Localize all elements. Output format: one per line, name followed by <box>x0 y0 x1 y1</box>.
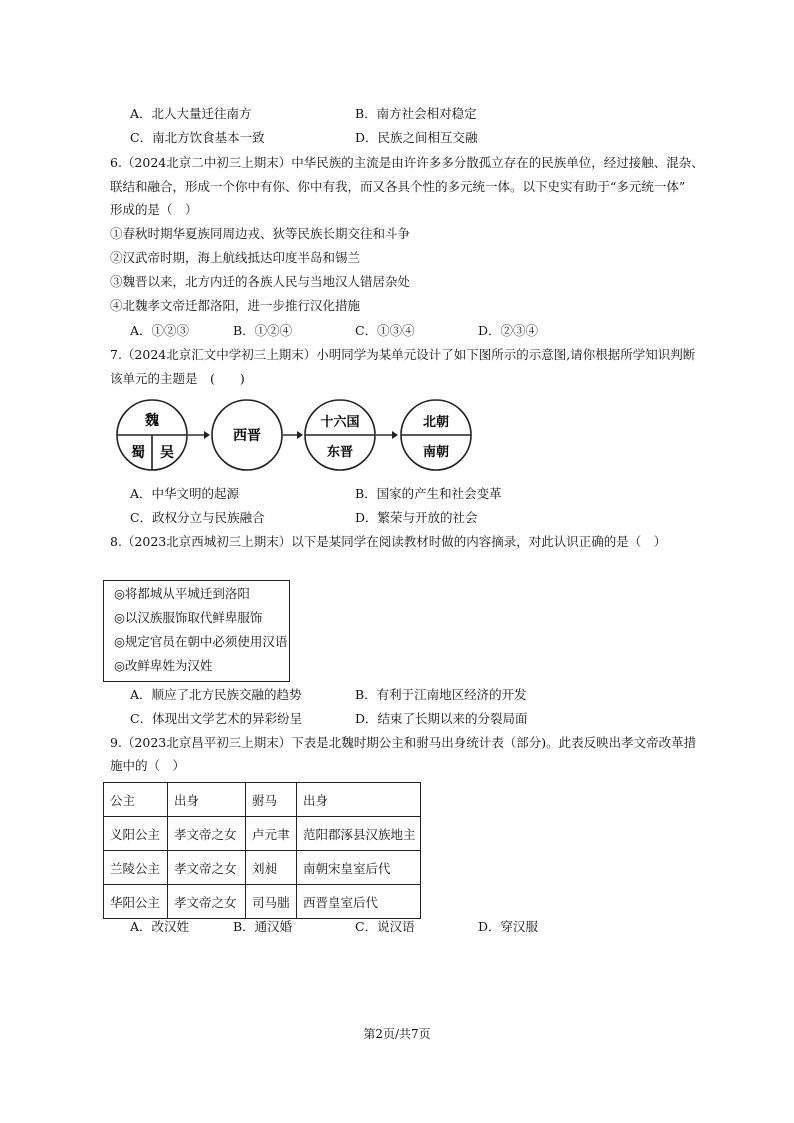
arrow-3 <box>376 431 398 439</box>
label-shu: 蜀 <box>131 445 145 461</box>
q9-option-c: C．说汉语 <box>355 919 415 934</box>
label-southern-dynasties: 南朝 <box>422 445 450 460</box>
q8-option-d: D．结束了长期以来的分裂局面 <box>355 711 528 726</box>
table-row <box>104 817 421 851</box>
q9-stem-line-1: 9.（2023北京昌平初三上期末）下表是北魏时期公主和驸马出身统计表（部分)。此表反映出孝文帝改革措 <box>110 735 697 750</box>
arrow-1 <box>188 431 210 439</box>
table-cell: 刘昶 <box>246 851 297 885</box>
table-cell: 孝文帝之女 <box>168 885 246 919</box>
q9-option-a: A．改汉姓 <box>130 919 190 934</box>
q7-dynasty-diagram <box>100 395 485 475</box>
table-header-row <box>104 783 421 817</box>
header-origin: 出身 <box>168 783 246 817</box>
arrow-2 <box>283 431 303 439</box>
header-princess: 公主 <box>104 783 168 817</box>
header-consort-origin: 出身 <box>297 783 421 817</box>
label-eastern-jin: 东晋 <box>326 445 354 460</box>
table-cell: 孝文帝之女 <box>168 817 246 851</box>
q9-marriage-table <box>103 782 421 919</box>
table-cell: 华阳公主 <box>104 885 168 919</box>
q6-item-1: ①春秋时期华夏族同周边戎、狄等民族长期交往和斗争 <box>110 226 411 241</box>
table-row <box>104 851 421 885</box>
label-sixteen-kingdoms: 十六国 <box>320 415 360 430</box>
q7-stem-line-2: 该单元的主题是 ( ) <box>110 371 245 386</box>
q5-option-d: D．民族之间相互交融 <box>355 130 478 145</box>
circle-three-kingdoms <box>117 400 187 470</box>
q6-stem-line-1: 6.（2024北京二中初三上期末）中华民族的主流是由许许多多分散孤立存在的民族单位，经过接触、混杂、 <box>110 155 704 170</box>
q6-item-2: ②汉武帝时期，海上航线抵达印度半岛和锡兰 <box>110 250 361 265</box>
table-cell: 卢元聿 <box>246 817 297 851</box>
label-northern-dynasties: 北朝 <box>422 415 450 430</box>
q8-stem: 8.（2023北京西城初三上期末）以下是某同学在阅读教材时做的内容摘录，对此认识正确的是（ ） <box>110 534 667 549</box>
q9-option-d: D．穿汉服 <box>478 919 539 934</box>
q9-option-b: B．通汉婚 <box>233 919 293 934</box>
table-cell: 兰陵公主 <box>104 851 168 885</box>
q6-item-3: ③魏晋以来，北方内迁的各族人民与当地汉人错居杂处 <box>110 274 411 289</box>
circle-western-jin <box>212 400 282 470</box>
q8-excerpt-box <box>103 580 290 682</box>
q8-excerpt-item-4: ◎改鲜卑姓为汉姓 <box>114 658 213 673</box>
q7-stem-line-1: 7.（2024北京汇文中学初三上期末）小明同学为某单元设计了如下图所示的示意图,请你根据所学知识判断 <box>110 347 696 362</box>
label-western-jin: 西晋 <box>233 428 261 444</box>
table-cell: 义阳公主 <box>104 817 168 851</box>
table-cell: 司马朏 <box>246 885 297 919</box>
header-consort: 驸马 <box>246 783 297 817</box>
q5-option-b: B．南方社会相对稳定 <box>355 106 477 121</box>
page-number-footer: 第2页/共7页 <box>363 1027 431 1041</box>
q6-option-b: B．①②④ <box>233 323 293 338</box>
circle-sixteen-kingdoms <box>305 400 375 470</box>
q8-option-a: A．顺应了北方民族交融的趋势 <box>130 687 302 702</box>
q6-stem-line-2: 联结和融合，形成一个你中有你、你中有我，而又各具个性的多元统一体。以下史实有助于“多元统一体” <box>110 179 686 194</box>
q8-excerpt-item-3: ◎规定官员在朝中必须使用汉语 <box>114 634 288 649</box>
q6-item-4: ④北魏孝文帝迁都洛阳，进一步推行汉化措施 <box>110 298 361 313</box>
q9-stem-line-2: 施中的（ ） <box>110 758 186 773</box>
table-cell: 范阳郡涿县汉族地主 <box>297 817 421 851</box>
q6-option-c: C．①③④ <box>355 323 415 338</box>
q7-option-a: A．中华文明的起源 <box>130 486 240 501</box>
q8-option-c: C．体现出文学艺术的异彩纷呈 <box>130 711 303 726</box>
circle-north-south-dynasties <box>401 400 471 470</box>
q8-excerpt-item-1: ◎将都城从平城迁到洛阳 <box>114 586 250 601</box>
q6-option-a: A．①②③ <box>130 323 190 338</box>
label-wu: 吴 <box>160 445 174 461</box>
table-cell: 南朝宋皇室后代 <box>297 851 421 885</box>
label-wei: 魏 <box>145 413 159 429</box>
q6-stem-line-3: 形成的是（ ） <box>110 202 198 217</box>
q5-option-c: C．南北方饮食基本一致 <box>130 130 265 145</box>
q7-option-d: D．繁荣与开放的社会 <box>355 510 478 525</box>
q7-option-b: B．国家的产生和社会变革 <box>355 486 502 501</box>
table-cell: 西晋皇室后代 <box>297 885 421 919</box>
table-cell: 孝文帝之女 <box>168 851 246 885</box>
q6-option-d: D．②③④ <box>478 323 539 338</box>
q8-option-b: B．有利于江南地区经济的开发 <box>355 687 527 702</box>
q7-option-c: C．政权分立与民族融合 <box>130 510 265 525</box>
q8-excerpt-item-2: ◎以汉族服饰取代鲜卑服饰 <box>114 610 263 625</box>
q5-option-a: A．北人大量迁往南方 <box>130 106 252 121</box>
table-row <box>104 885 421 919</box>
